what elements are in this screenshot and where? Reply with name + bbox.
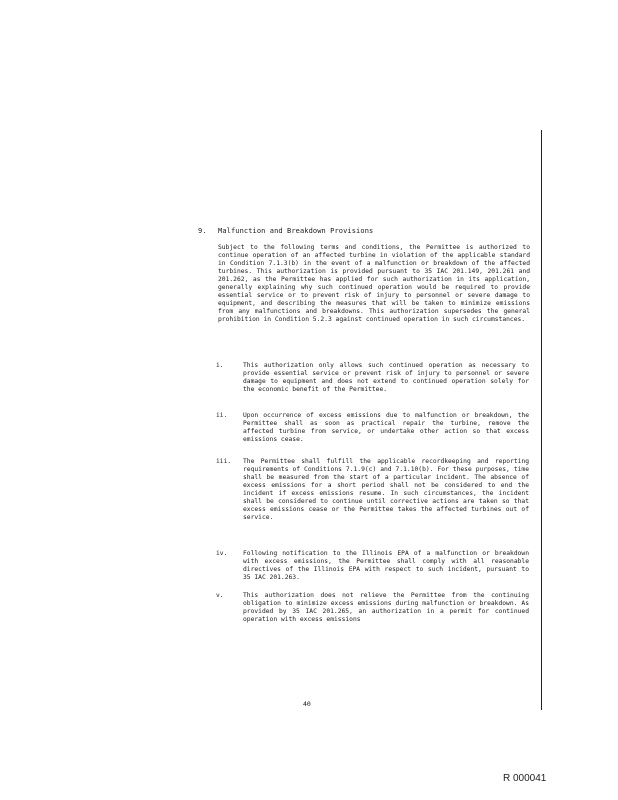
- item-marker: i.: [216, 362, 224, 369]
- item-marker: ii.: [216, 412, 228, 419]
- item-text: This authorization only allows such continued operation as necessary to provide essential service or prevent risk of injury to personnel or severe damage to equipment and does not extend to continued operation solely for the economic benefit of the Permittee.: [243, 362, 529, 393]
- item-text: The Permittee shall fulfill the applicable recordkeeping and reporting requirements of Conditions 7.1.9(c) and 7.1.10(b). For these purposes, time shall be measured from the start of a particular incident. The absence of excess emissions for a short period shall not be considered to end the incident if excess emissions resume. In such circumstances, the incident shall be considered to continue until corrective actions are taken so that excess emissions cease or the Permittee takes the affected turbines out of service.: [243, 458, 529, 521]
- item-text: Following notification to the Illinois EPA of a malfunction or breakdown with excess emissions, the Permittee shall comply with all reasonable directives of the Illinois EPA with respect to such incident, pursuant to 35 IAC 201.263.: [243, 550, 529, 581]
- item-marker: iv.: [216, 550, 228, 557]
- bates-number: R 000041: [503, 773, 547, 784]
- section-title: Malfunction and Breakdown Provisions: [218, 227, 374, 235]
- item-marker: v.: [216, 592, 224, 599]
- section-heading: [198, 227, 373, 235]
- page-number: 40: [303, 700, 311, 708]
- item-text: Upon occurrence of excess emissions due to malfunction or breakdown, the Permittee shall as soon as practical repair the turbine, remove the affected turbine from service, or undertake other action so that excess emissions cease.: [243, 412, 529, 443]
- margin-rule: [541, 130, 542, 710]
- section-number: 9.: [198, 227, 207, 235]
- item-marker: iii.: [216, 458, 232, 465]
- item-text: This authorization does not relieve the Permittee from the continuing obligation to minimize excess emissions during malfunction or breakdown. As provided by 35 IAC 201.265, an authorization in a permit for continued operation with excess emissions: [243, 592, 529, 623]
- intro-paragraph: Subject to the following terms and conditions, the Permittee is authorized to continue operation of an affected turbine in violation of the applicable standard in Condition 7.1.3(b) in the event of a malfunction or breakdown of the affected turbines. This authorization is provided pursuant to 35 IAC 201.149, 201.261 and 201.262, as the Permittee has applied for such authorization in its application, generally explaining why such continued operation would be required to provide essential service or to prevent risk of injury to personnel or severe damage to equipment, and describing the measures that will be taken to minimize emissions from any malfunctions and breakdowns. This authorization supersedes the general prohibition in Condition 5.2.3 against continued operation in such circumstances.: [218, 244, 530, 323]
